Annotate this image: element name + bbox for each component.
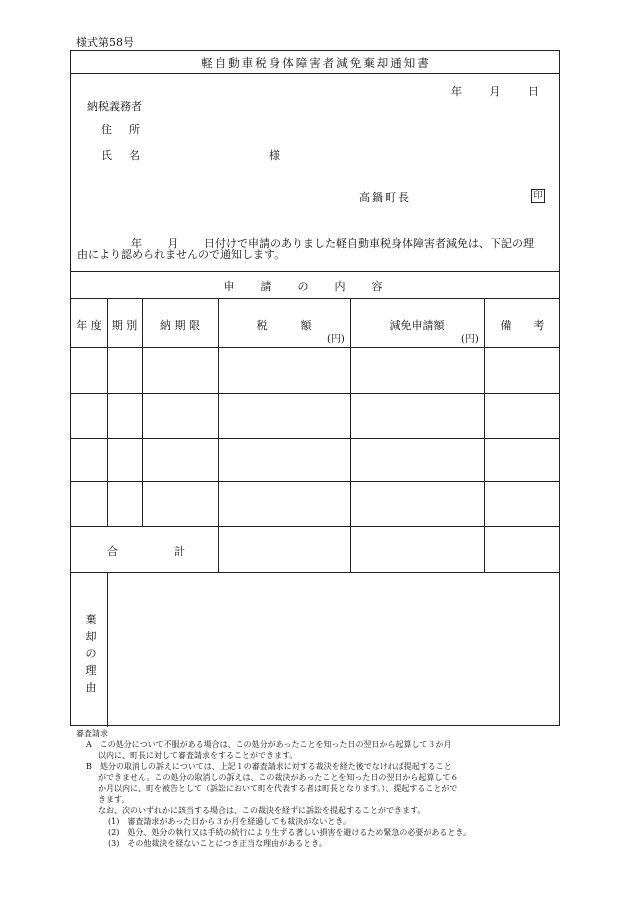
reduction-unit: (円) <box>461 334 479 345</box>
col-due: 納 期 限 <box>160 319 200 332</box>
tax-unit: (円) <box>327 334 345 345</box>
form-title: 軽自動車税身体障害者減免棄却通知書 <box>201 56 431 70</box>
note-a: A この処分について不服がある場合は、この処分があったことを知った日の翌日から起算して３か月 <box>86 740 452 749</box>
address-label: 住 所 <box>101 123 143 136</box>
rejection-label-char: 棄 <box>85 613 97 626</box>
note-item: (3) その他裁決を経ないことにつき正当な理由があるとき。 <box>108 839 327 848</box>
section-divider <box>71 271 559 272</box>
issuer-name: 高鍋町長 <box>359 191 411 204</box>
row-line <box>71 572 559 573</box>
note-b-cont: ができません。この処分の取消しの訴えは、この裁決があったことを知った日の翌日から起算して６ <box>98 773 459 782</box>
date-month: 月 <box>489 85 501 98</box>
note-a-cont: 以内に、町長に対して審査請求をすることができます。 <box>98 751 298 760</box>
row-line <box>71 347 559 348</box>
row-line <box>71 393 559 394</box>
col-year: 年 度 <box>76 319 102 332</box>
col-line <box>218 298 219 572</box>
col-period: 期 別 <box>111 319 138 332</box>
note-item: (1) 審査請求があった日から３か月を経過しても裁決がないとき。 <box>108 817 351 826</box>
col-reduction: 減免申請額 <box>389 319 445 332</box>
date-day: 日 <box>528 85 539 98</box>
message-text: 日付けで申請のありました軽自動車税身体障害者減免は、下記の理 <box>204 237 534 250</box>
total-label: 合計 <box>107 545 241 558</box>
note-c: なお、次のいずれかに該当する場合は、この裁決を経ずに訴訟を提起することができます。 <box>98 806 426 815</box>
row-line <box>71 526 559 527</box>
col-tax: 税 額 <box>256 319 312 332</box>
message-year: 年 <box>131 237 142 250</box>
message-month: 月 <box>167 237 179 250</box>
reason-divider <box>107 572 108 727</box>
seal-mark: 印 <box>531 189 545 203</box>
name-label: 氏 名 <box>101 149 143 162</box>
taxpayer-label: 納税義務者 <box>87 100 142 113</box>
col-line <box>350 298 351 572</box>
note-b-cont: きます。 <box>98 795 130 804</box>
title-divider <box>71 73 559 74</box>
notes-heading: 審査請求 <box>76 729 108 738</box>
date-year: 年 <box>451 85 462 98</box>
rejection-label-char: 却 <box>85 630 97 643</box>
form-number: 様式第58号 <box>76 36 134 49</box>
rejection-label-char: の <box>85 647 97 660</box>
row-line <box>71 481 559 482</box>
rejection-reason-label <box>85 611 97 696</box>
message-line-2: 由により認められませんので通知します。 <box>77 248 286 261</box>
note-b: B 処分の取消しの訴えについては、上記１の審査請求に対する裁決を経た後でなければ提起すること <box>86 762 452 771</box>
note-b-cont: か月以内に、町を被告として（訴訟において町を代表する者は町長となります。）、提起することがで <box>98 784 458 793</box>
note-item: (2) 処分、処分の執行又は手続の続行により生ずる著しい損害を避けるため緊急の必要があるとき。 <box>108 828 472 837</box>
issue-date <box>451 86 563 97</box>
appeal-notes <box>76 728 556 849</box>
honorific: 様 <box>269 149 280 162</box>
notice-form <box>70 50 560 726</box>
rejection-label-char: 由 <box>85 681 97 694</box>
header-top-line <box>71 298 559 299</box>
row-line <box>71 438 559 439</box>
col-remarks: 備 考 <box>500 319 545 332</box>
section-title: 申請の内容 <box>223 280 409 293</box>
col-line <box>107 298 108 526</box>
rejection-label-char: 理 <box>85 664 97 677</box>
col-line <box>142 298 143 526</box>
col-line <box>484 298 485 572</box>
